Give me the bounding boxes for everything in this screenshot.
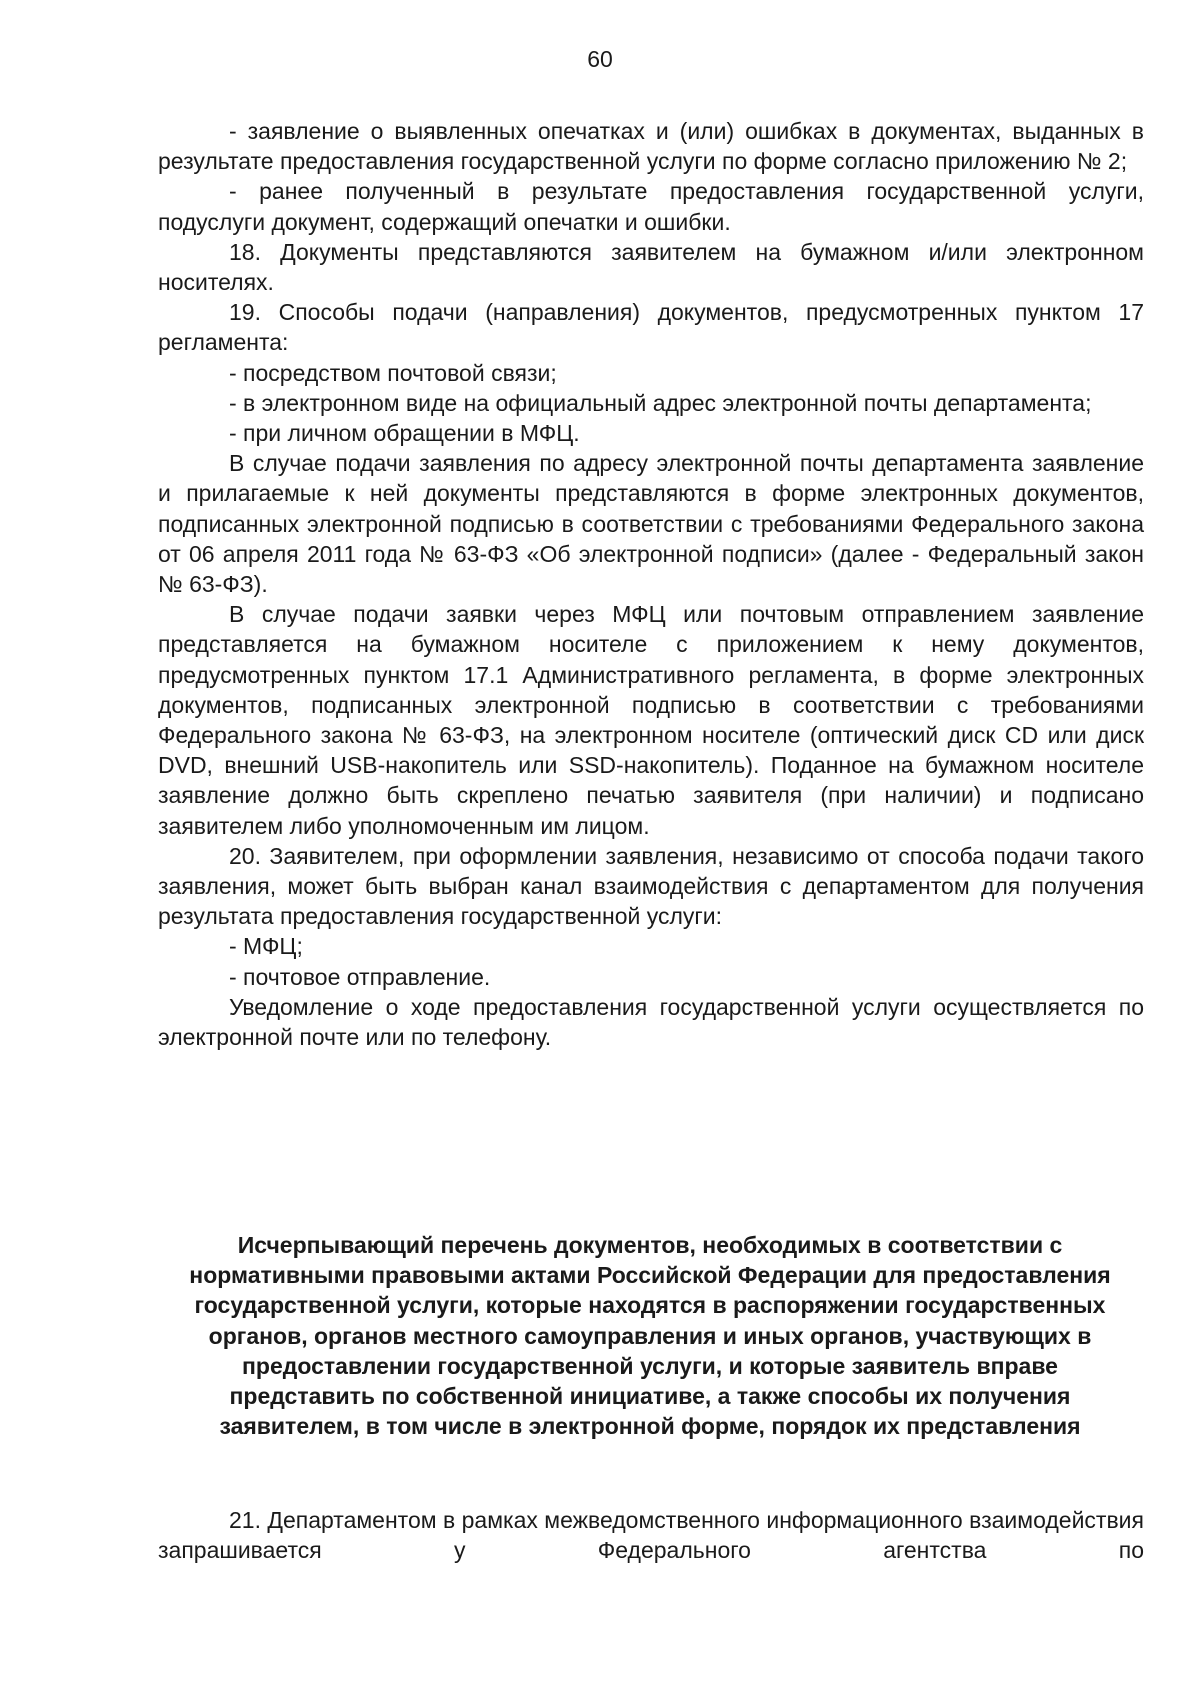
paragraph: - в электронном виде на официальный адрес электронной почты департамента; (229, 389, 1092, 416)
paragraph: Уведомление о ходе предоставления государственной услуги осуществляется по электронной почте или по телефону. (158, 993, 1144, 1051)
paragraph: 18. Документы представляются заявителем на бумажном и/или электронном носителях. (158, 238, 1144, 296)
document-body-continued (158, 1505, 1144, 1565)
paragraph: 20. Заявителем, при оформлении заявления, независимо от способа подачи такого заявления, может быть выбран канал взаимодействия с департаментом для получения результата предоставления государственной услуги: (158, 842, 1144, 930)
paragraph: - почтовое отправление. (229, 963, 491, 990)
paragraph: В случае подачи заявки через МФЦ или почтовым отправлением заявление представляется на бумажном носителе с приложением к нему документов, предусмотренных пунктом 17.1 Административного регламента, в форме электронных документов, подписанных электронной подписью в соответствии с требованиями Федерального закона № 63-ФЗ, на электронном носителе (оптический диск CD или диск DVD, внешний USB-накопитель или SSD-накопитель). Поданное на бумажном носителе заявление должно быть скреплено печатью заявителя (при наличии) и подписано заявителем либо уполномоченным им лицом. (158, 601, 1144, 839)
paragraph: - МФЦ; (229, 933, 303, 960)
page-number: 60 (587, 46, 613, 72)
document-body (158, 116, 1144, 1052)
paragraph: - посредством почтовой связи; (229, 359, 557, 386)
paragraph: 19. Способы подачи (направления) документов, предусмотренных пунктом 17 регламента: (158, 299, 1144, 356)
paragraph: - ранее полученный в результате предоставления государственной услуги, подуслуги документ, содержащий опечатки и ошибки. (158, 178, 1144, 235)
paragraph: - заявление о выявленных опечатках и (или) ошибках в документах, выданных в результате предоставления государственной услуги по форме согласно приложению № 2; (158, 118, 1144, 175)
paragraph: - при личном обращении в МФЦ. (229, 420, 580, 447)
paragraph: 21. Департаментом в рамках межведомственного информационного взаимодействия запрашивается у Федерального агентства по (158, 1507, 1144, 1564)
section-heading: Исчерпывающий перечень документов, необходимых в соответствии с нормативными правовыми актами Российской Федерации для предоставления государственной услуги, которые находятся в распоряжении государственных органов, органов местного самоуправления и иных органов, участвующих в предоставлении государственной услуги, и которые заявитель вправе представить по собственной инициативе, а также способы их получения заявителем, в том числе в электронной форме, порядок их представления (189, 1232, 1111, 1440)
paragraph: В случае подачи заявления по адресу электронной почты департамента заявление и прилагаемые к ней документы представляются в форме электронных документов, подписанных электронной подписью в соответствии с требованиями Федерального закона от 06 апреля 2011 года № 63-ФЗ «Об электронной подписи» (далее - Федеральный закон № 63-ФЗ). (158, 450, 1144, 598)
